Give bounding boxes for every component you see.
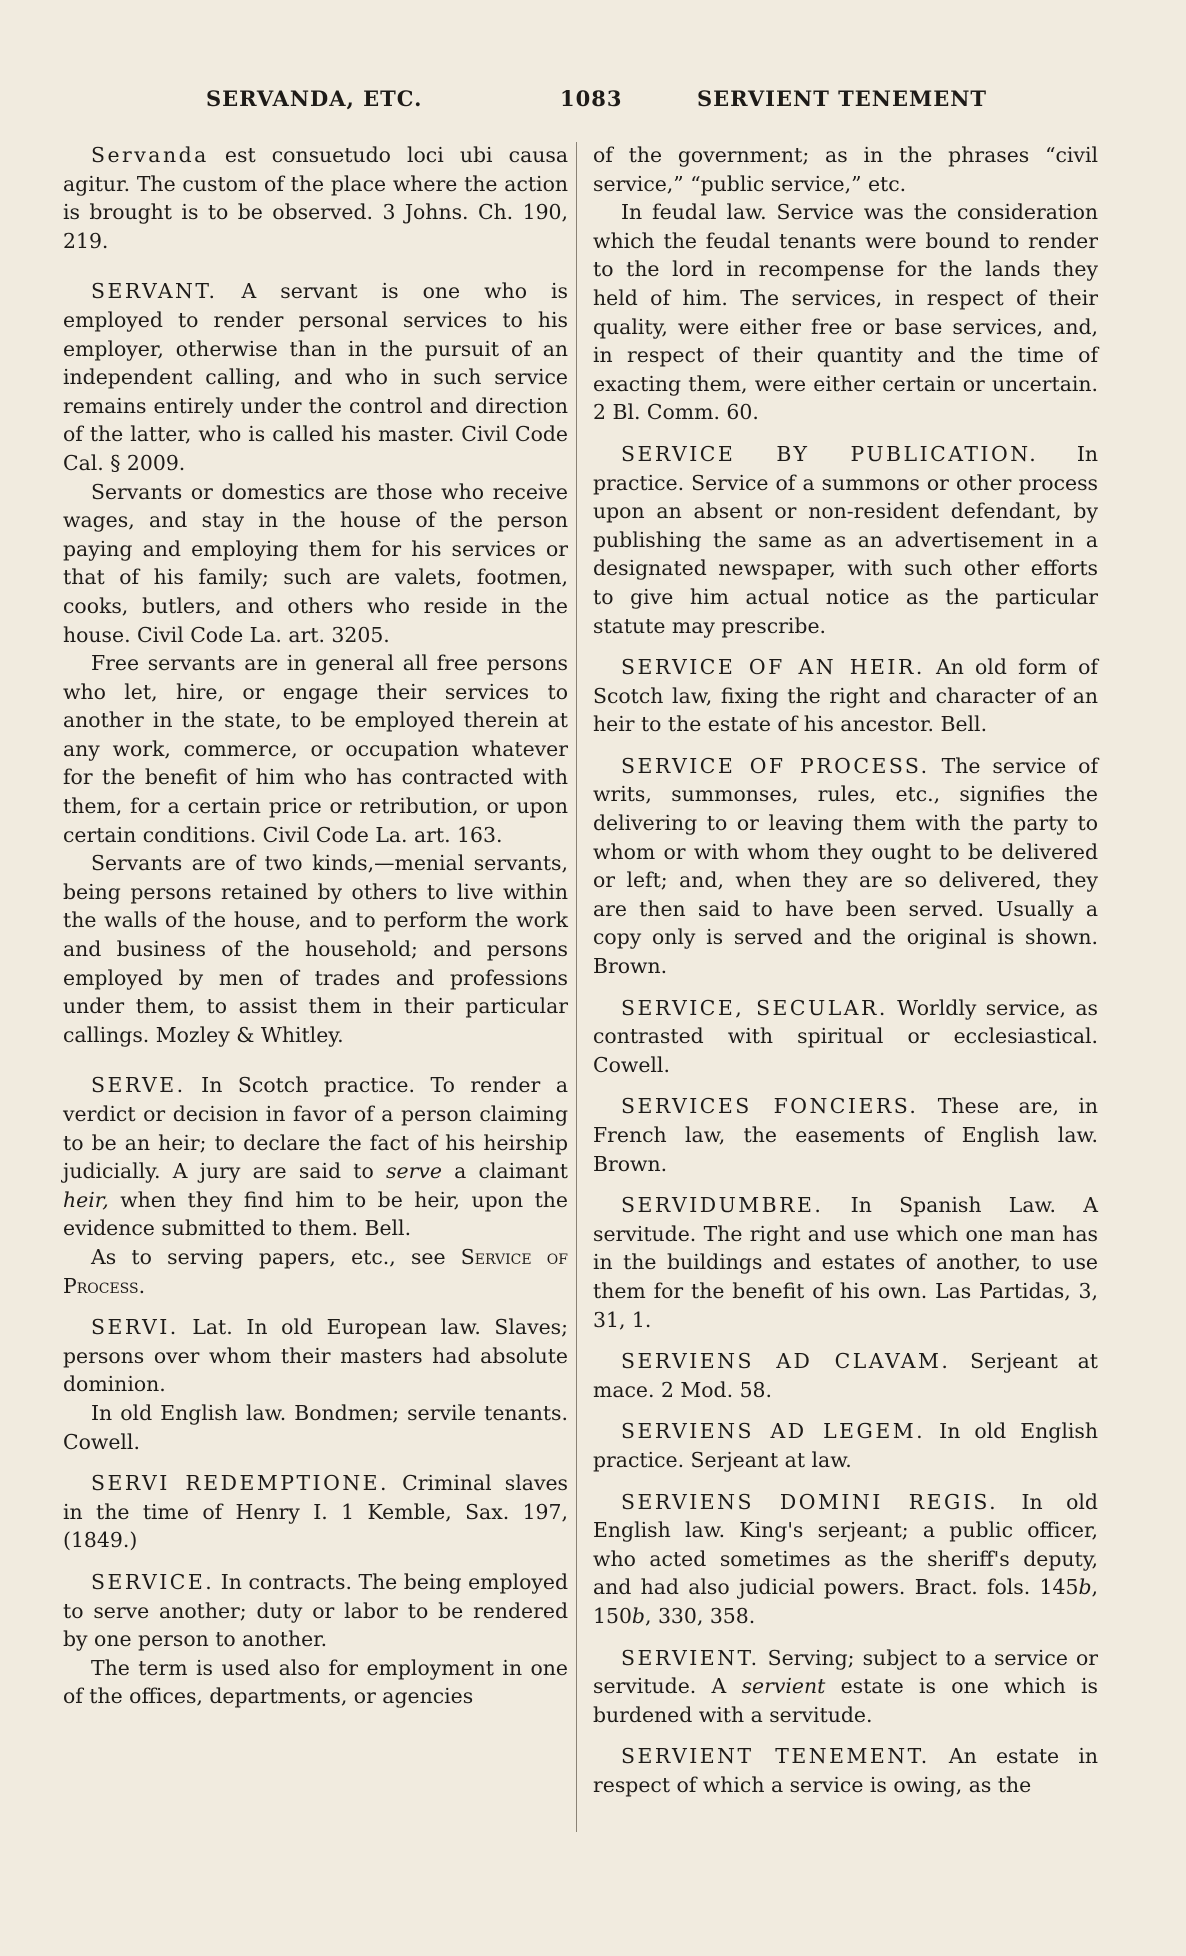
- paragraph: The term is used also for employment in one of the offices, departments, or agencies: [63, 1655, 568, 1709]
- entry-text: estate is one which is burdened with a servitude.: [593, 1674, 1098, 1727]
- headword: SERVIENT TENEMENT.: [621, 1744, 930, 1769]
- paragraph: Servants or domestics are those who receive wages, and stay in the house of the person paying and employing them for his services or that of his family; such are valets, footmen, cooks, butlers, and others who reside in the house. Civil Code La. art. 3205.: [63, 479, 568, 647]
- paragraph: Servants are of two kinds,—menial servants, being persons retained by others to live within the walls of the house, and to perform the work and business of the household; and persons employed by men of trades and professions under them, to assist them in their particular callings. Mozley & Whitley.: [63, 851, 568, 1047]
- entry-text: In practice. Service of a summons or other process upon an absent or non-resident defendant, by publishing the same as an advertisement in a designated newspaper, with such other efforts to give him actual notice as the particular statute may prescribe.: [593, 441, 1099, 638]
- entry-text: , 330, 358.: [644, 1603, 756, 1628]
- entry-serviens-domini-regis: [593, 1488, 1098, 1631]
- headword: SERVICE OF AN HEIR.: [621, 655, 925, 680]
- entry-service-of-an-heir: [593, 653, 1098, 739]
- italic-term: b: [631, 1603, 645, 1628]
- entry-service-of-process: [593, 752, 1098, 981]
- paragraph-text: As to serving papers, etc., see: [91, 1244, 461, 1269]
- headword: SERVE.: [91, 1073, 186, 1098]
- entry-text: In Spanish Law. A servitude. The right and use which one man has in the buildings and estates of another, to use them for the benefit of his own. Las Partidas, 3, 31, 1.: [593, 1193, 1098, 1332]
- entry-text: Serving; subject to a service or servitude. A: [593, 1645, 1098, 1699]
- entry-text: The service of writs, summonses, rules, etc., signifies the delivering to or leaving them with the party to whom or with whom they ought to be delivered or left; and, when they are so delivered, they are then said to have been served. Usually a copy only is served and the original is shown. Brown.: [593, 753, 1099, 979]
- paragraph: In old English law. Bondmen; servile tenants. Cowell.: [63, 1400, 568, 1454]
- entry-serviens-ad-legem: [593, 1417, 1098, 1474]
- entry-text: A servant is one who is employed to render personal services to his employer, otherwise than in the pursuit of an independent calling, and who in such service remains entirely under the control and direction of the latter, who is called his master. Civil Code Cal. § 2009.: [63, 279, 568, 475]
- running-head: [0, 86, 1186, 120]
- entry-service-by-publication: [593, 440, 1098, 640]
- entry-servient: [593, 1644, 1098, 1730]
- cross-reference: Service of Process.: [63, 1244, 568, 1298]
- entry-text: Serjeant at mace. 2 Mod. 58.: [593, 1349, 1098, 1402]
- entry-text: Criminal slaves in the time of Henry I. 1 Kemble, Sax. 197, (1849.): [63, 1471, 568, 1553]
- headword: SERVICE, SECULAR.: [621, 995, 888, 1020]
- entry-servidumbre: [593, 1191, 1098, 1334]
- entry-text: In old English practice. Serjeant at law.: [593, 1419, 1098, 1472]
- entry-text: An estate in respect of which a service is owing, as the: [593, 1744, 1098, 1797]
- entry-text: Lat. In old European law. Slaves; persons over whom their masters had absolute dominion.: [63, 1315, 568, 1397]
- entry-serviens-ad-clavam: [593, 1347, 1098, 1404]
- column-divider: [576, 142, 577, 1832]
- entry-servi-redemptione: [63, 1469, 568, 1555]
- italic-term: servient: [741, 1674, 826, 1699]
- entry-servant: [63, 277, 568, 477]
- page-number: 1083: [560, 86, 623, 111]
- entry-servi: [63, 1313, 568, 1399]
- entry-text: , 150: [593, 1575, 1098, 1628]
- headword: SERVIENS DOMINI REGIS.: [621, 1489, 999, 1514]
- paragraph: [63, 1243, 568, 1300]
- headword: SERVICES FONCIERS.: [621, 1094, 919, 1119]
- headword: SERVICE.: [91, 1569, 215, 1594]
- headword: SERVICE OF PROCESS.: [621, 753, 930, 778]
- entry-text: These are, in French law, the easements of English law. Brown.: [593, 1094, 1098, 1176]
- entry-text: In old English law. King's serjeant; a public officer, who acted sometimes as the sheriff's deputy, and had also judicial powers. Bract. fols. 145: [593, 1489, 1098, 1600]
- entry-servient-tenement: [593, 1742, 1098, 1799]
- entry-text: when they find him to be heir, upon the evidence submitted to them. Bell.: [63, 1187, 568, 1241]
- entry-serve: [63, 1071, 568, 1243]
- entry-service-continued: of the government; as in the phrases “civil service,” “public service,” etc.: [593, 143, 1098, 196]
- headword: SERVIDUMBRE.: [621, 1193, 824, 1218]
- entry-text: a claimant: [441, 1159, 568, 1184]
- headword: SERVIENS AD LEGEM.: [621, 1419, 926, 1444]
- left-column: [63, 141, 568, 1711]
- paragraph: In feudal law. Service was the consideration which the feudal tenants were bound to render to the lord in recompense for the lands they held of him. The services, in respect of their quality, were either free or base services, and, in respect of their quantity and the time of exacting them, were either certain or uncertain. 2 Bl. Comm. 60.: [593, 200, 1098, 425]
- right-column: [593, 141, 1098, 1799]
- header-right: SERVIENT TENEMENT: [697, 86, 988, 111]
- paragraph: Free servants are in general all free persons who let, hire, or engage their services to another in the state, to be employed therein at any work, commerce, or occupation whatever for the benefit of him who has contracted with them, for a certain price or retribution, or upon certain conditions. Civil Code La. art. 163.: [63, 651, 568, 847]
- italic-term: serve: [386, 1159, 442, 1184]
- headword: SERVIENS AD CLAVAM.: [621, 1349, 951, 1374]
- italic-term: b: [1078, 1575, 1092, 1600]
- header-left: SERVANDA, ETC.: [206, 86, 423, 111]
- italic-term: heir,: [63, 1187, 109, 1212]
- headword: SERVI REDEMPTIONE.: [91, 1471, 390, 1496]
- entry-services-fonciers: [593, 1092, 1098, 1178]
- entry-service-secular: [593, 994, 1098, 1080]
- headword: SERVI.: [91, 1315, 179, 1340]
- entry-text: An old form of Scotch law, fixing the right and character of an heir to the estate of his ancestor. Bell.: [593, 655, 1098, 737]
- headword: SERVICE BY PUBLICATION.: [621, 441, 1039, 466]
- entry-text: est consuetudo loci ubi causa agitur. The custom of the place where the action is brought is to be observed. 3 Johns. Ch. 190, 219.: [63, 143, 568, 253]
- entry-text: In contracts. The being employed to serve another; duty or labor to be rendered by one person to another.: [63, 1569, 568, 1652]
- headword: SERVIENT.: [621, 1645, 760, 1670]
- entry-service: [63, 1568, 568, 1654]
- entry-text: In Scotch practice. To render a verdict or decision in favor of a person claiming to be an heir; to declare the fact of his heirship judicially. A jury are said to: [63, 1073, 568, 1184]
- entry-servanda: [63, 141, 568, 255]
- headword: Servanda: [91, 143, 209, 167]
- entry-text: Worldly service, as contrasted with spiritual or ecclesiastical. Cowell.: [593, 995, 1098, 1077]
- headword: SERVANT.: [91, 279, 218, 304]
